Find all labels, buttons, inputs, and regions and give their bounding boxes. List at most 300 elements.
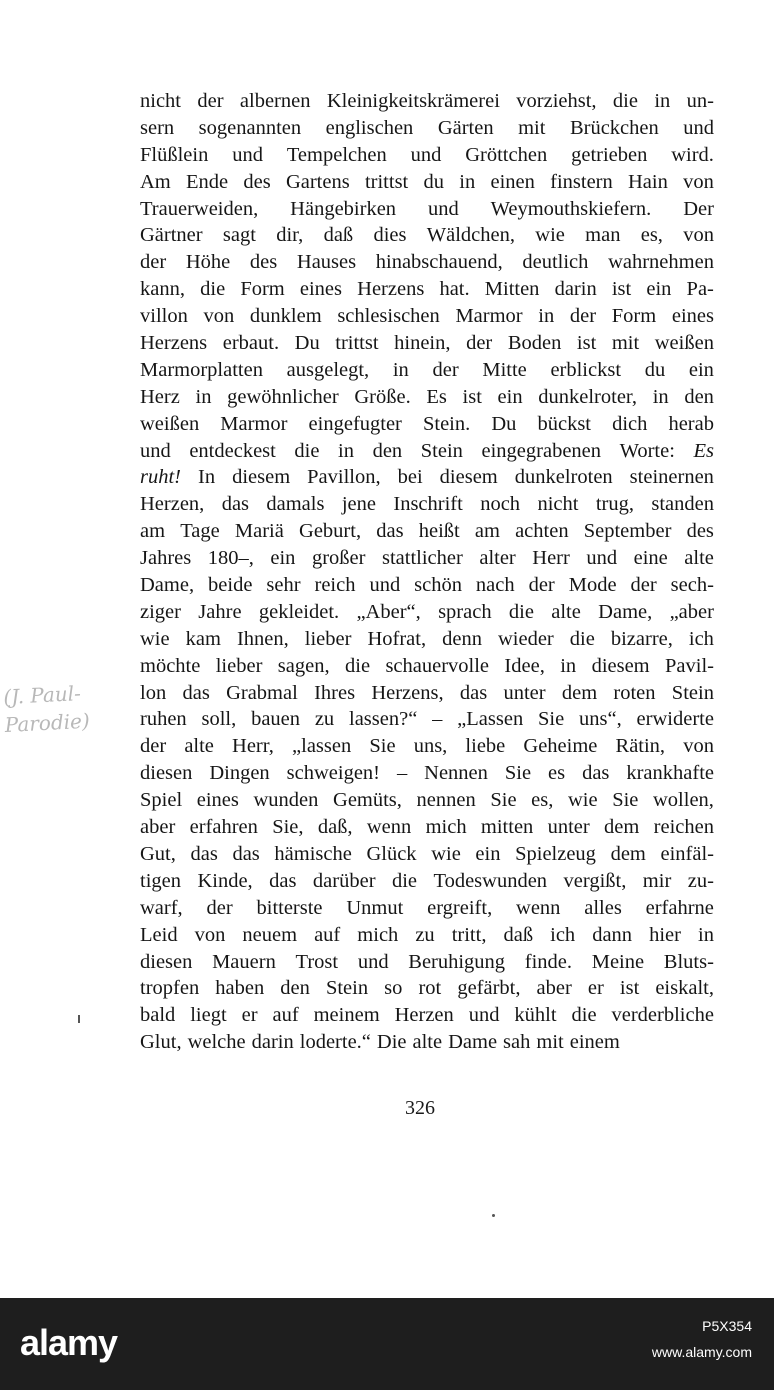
text-line: [140, 626, 714, 653]
word: darin: [554, 278, 597, 301]
word: Mitten: [484, 278, 540, 301]
word: reichen: [653, 816, 714, 839]
word: der: [630, 574, 657, 597]
word: das: [376, 520, 404, 543]
text-line: [140, 518, 714, 545]
text-line: [140, 868, 714, 895]
word: Bluts-: [663, 950, 714, 973]
word: sprach: [438, 600, 492, 623]
word: Es: [426, 385, 447, 408]
word: Mitte: [482, 358, 527, 381]
word: aber: [140, 816, 176, 839]
word: auf: [272, 1004, 299, 1027]
word: des: [249, 251, 278, 274]
word: von: [683, 170, 714, 193]
text-line: [140, 922, 714, 949]
word: gekleidet.: [258, 600, 340, 623]
word: großer: [311, 547, 366, 570]
word: Pa-: [686, 278, 714, 301]
word: Rätin,: [615, 735, 666, 758]
word: schauervolle: [385, 654, 490, 677]
text-line: [140, 411, 714, 438]
word: liegt: [190, 1004, 227, 1027]
word: „Lassen: [457, 708, 524, 731]
word: gewöhnlicher: [227, 385, 339, 408]
word: von: [203, 305, 235, 328]
word: Herzen: [394, 1004, 454, 1027]
word: ein: [688, 358, 714, 381]
word: erwiderte: [636, 708, 714, 731]
word: Idee,: [504, 654, 545, 677]
text-line: [140, 222, 714, 249]
text-line: [140, 599, 714, 626]
word: Trauerweiden,: [140, 197, 259, 220]
word: das: [221, 493, 250, 516]
word: Pavil-: [665, 654, 714, 677]
word: von: [683, 224, 714, 247]
word: und: [586, 547, 618, 570]
word: diesem: [439, 466, 498, 489]
word: Sie: [369, 735, 396, 758]
word: krankhafte: [626, 762, 714, 785]
word: Stein: [325, 977, 369, 1000]
word: das: [190, 842, 218, 865]
text-line: [140, 142, 714, 169]
word: wahrnehmen: [608, 251, 714, 274]
word: trittst: [364, 170, 409, 193]
word: eiskalt,: [655, 977, 714, 1000]
word: alte: [184, 735, 214, 758]
text-line: [140, 88, 714, 115]
word: und: [140, 439, 171, 462]
word: eines: [671, 305, 714, 328]
word: dir,: [276, 224, 304, 247]
text-line: [140, 330, 714, 357]
word: Wäldchen,: [426, 224, 515, 247]
word: stattlicher: [381, 547, 463, 570]
word: und: [369, 574, 401, 597]
word: den: [684, 385, 714, 408]
word: wieder: [497, 627, 554, 650]
word: so: [384, 977, 403, 1000]
word: in: [459, 170, 476, 193]
text-line: [140, 572, 714, 599]
word: achten: [515, 520, 569, 543]
word: Du: [491, 412, 517, 435]
page-number: 326: [405, 1097, 435, 1119]
word: mit: [536, 1031, 564, 1054]
word: eines: [196, 789, 239, 812]
text-line: [140, 1029, 714, 1056]
word: diesem: [591, 654, 650, 677]
word: das: [182, 681, 210, 704]
margin-annotation: [3, 677, 124, 739]
word: haben: [215, 977, 265, 1000]
text-line: [140, 653, 714, 680]
word: auf: [314, 923, 341, 946]
word: Stein: [420, 439, 463, 462]
word: „Aber“,: [356, 600, 421, 623]
word: erfahrne: [645, 896, 714, 919]
word: den: [280, 977, 310, 1000]
word: das: [459, 681, 488, 704]
site-url: www.alamy.com: [651, 1344, 752, 1360]
word: steinernen: [629, 466, 714, 489]
word: schlesischen: [337, 305, 440, 328]
word: Glück: [366, 842, 417, 865]
word: in: [338, 439, 354, 462]
text-line: [140, 814, 714, 841]
word: alte: [551, 600, 581, 623]
word: in: [195, 385, 212, 408]
word: kann,: [140, 278, 185, 301]
word: ziger: [140, 600, 181, 623]
word: hämische: [274, 842, 352, 865]
word: diesem: [232, 466, 291, 489]
word: Ihnen,: [236, 627, 289, 650]
word: von: [194, 923, 226, 946]
word: dann: [592, 923, 633, 946]
word: Dingen: [209, 762, 270, 785]
word: die: [200, 278, 226, 301]
word: trittst: [335, 332, 379, 355]
word: Spiel: [140, 789, 183, 812]
word: Höhe: [185, 251, 231, 274]
word: Gartens: [285, 170, 350, 193]
word: und: [232, 143, 263, 166]
word: in: [654, 90, 671, 112]
word: Inschrift: [393, 493, 463, 516]
word: –: [432, 708, 443, 731]
word: alte: [684, 547, 714, 570]
word: Nennen: [424, 762, 488, 785]
word: Form: [611, 305, 657, 328]
word: Boden: [507, 332, 562, 355]
word: du: [644, 358, 666, 381]
text-line: [140, 706, 714, 733]
word: und: [357, 950, 389, 973]
word: wird.: [671, 143, 714, 166]
word: weißen: [140, 412, 200, 435]
word: liebe: [465, 735, 506, 758]
word: Am: [140, 170, 171, 193]
word: verderbliche: [611, 1004, 714, 1027]
word: in: [652, 385, 669, 408]
word: ist: [576, 332, 597, 355]
word: Pavillon,: [307, 466, 381, 489]
word: uns,: [413, 735, 448, 758]
word: vorziehst,: [516, 90, 597, 112]
word: eines: [299, 278, 343, 301]
word: ich: [550, 923, 576, 946]
word: Dame: [448, 1031, 498, 1054]
word: albernen: [239, 90, 311, 112]
text-line: [140, 169, 714, 196]
word: Meine: [591, 950, 645, 973]
word: der: [140, 735, 167, 758]
word: wenn: [366, 816, 412, 839]
word: ein: [497, 385, 523, 408]
word: welche: [187, 1031, 246, 1054]
text-line: [140, 303, 714, 330]
word: lassen?“: [349, 708, 418, 731]
body-text: [140, 88, 714, 1056]
word: wollen,: [653, 789, 714, 812]
word: wie: [431, 842, 461, 865]
word: loderte.“: [299, 1031, 371, 1054]
word: dies: [373, 224, 407, 247]
word: dunkelroten: [514, 466, 613, 489]
text-line: [140, 276, 714, 303]
word: Marmor: [220, 412, 288, 435]
word: Die: [376, 1031, 407, 1054]
word: jene: [341, 493, 376, 516]
word: bei: [397, 466, 423, 489]
word: mit: [611, 332, 640, 355]
word: Unmut: [346, 896, 404, 919]
word: eingefugter: [308, 412, 402, 435]
word: Mauern: [212, 950, 276, 973]
word: Herzens: [357, 278, 425, 301]
word: warf,: [140, 896, 183, 919]
word: du: [423, 170, 445, 193]
word: Kleinigkeitskrämerei: [326, 90, 500, 112]
word: und: [410, 143, 442, 166]
word: Sie,: [272, 816, 304, 839]
word: villon: [140, 305, 188, 328]
word: Tage: [180, 520, 220, 543]
word: darüber: [312, 869, 376, 892]
word: der: [140, 251, 167, 274]
word: bückst: [537, 412, 591, 435]
word: es: [548, 762, 566, 785]
word: dem: [610, 842, 646, 865]
word: Gärten: [437, 116, 494, 139]
word: sagen,: [277, 654, 330, 677]
word: des: [243, 170, 271, 193]
word: wenn: [516, 896, 561, 919]
word: ist: [611, 278, 632, 301]
text-line: [140, 949, 714, 976]
word: Sie: [612, 789, 639, 812]
word: der: [466, 332, 493, 355]
word: wie: [535, 224, 565, 247]
word: daß: [323, 224, 354, 247]
word: zu: [314, 708, 335, 731]
word: noch: [480, 493, 521, 516]
word: rot: [418, 977, 442, 1000]
word: in: [392, 358, 409, 381]
word: denn: [442, 627, 482, 650]
word: das: [232, 842, 260, 865]
word: ruhen: [140, 708, 187, 731]
word: ausgelegt,: [286, 358, 370, 381]
word: er: [241, 1004, 258, 1027]
word: „aber: [669, 600, 714, 623]
word: neuem: [242, 923, 298, 946]
text-line: [140, 438, 714, 465]
word: Brückchen: [569, 116, 659, 139]
text-line: [140, 249, 714, 276]
word: Ende: [186, 170, 229, 193]
word: lieber: [304, 627, 352, 650]
word: Gut,: [140, 842, 176, 865]
text-line: [140, 680, 714, 707]
word: daß: [503, 923, 534, 946]
word: in: [560, 654, 577, 677]
word: Du: [294, 332, 320, 355]
word: es,: [640, 224, 663, 247]
word: Sie: [504, 762, 532, 785]
word: ist: [462, 385, 482, 408]
word: standen: [651, 493, 714, 516]
word: mich: [357, 923, 399, 946]
word: sagt: [222, 224, 256, 247]
word: sogenannten: [198, 116, 302, 139]
word: von: [683, 735, 714, 758]
word: bitterste: [256, 896, 323, 919]
word: Stein: [671, 681, 714, 704]
word: –: [396, 762, 408, 785]
word: vergißt,: [563, 869, 627, 892]
word: nicht: [140, 90, 181, 112]
word: getrieben: [571, 143, 648, 166]
word: reich: [314, 574, 356, 597]
word: die: [391, 869, 418, 892]
word: kam: [185, 627, 221, 650]
text-line: [140, 196, 714, 223]
text-line: [140, 975, 714, 1002]
word: Glut,: [140, 1031, 182, 1054]
word: dem: [604, 816, 640, 839]
word: diesen: [140, 762, 193, 785]
word: die: [345, 654, 371, 677]
word: die: [571, 1004, 597, 1027]
word: ergreift,: [427, 896, 493, 919]
word: Jahre: [198, 600, 242, 623]
word: entdeckest: [189, 439, 276, 462]
word: bizarre,: [610, 627, 673, 650]
word: Herzens: [140, 332, 208, 355]
word: Größe.: [354, 385, 411, 408]
word: Leid: [140, 923, 178, 946]
word: ein: [646, 278, 672, 301]
word: möchte: [140, 654, 201, 677]
word: meinem: [313, 1004, 380, 1027]
word: er: [587, 977, 604, 1000]
word: Kinde,: [197, 869, 253, 892]
text-line: [140, 384, 714, 411]
word: Es: [693, 439, 714, 462]
word: alter: [479, 547, 516, 570]
word: wunden: [253, 789, 319, 812]
word: das: [582, 762, 610, 785]
word: der: [197, 90, 224, 112]
word: einfäl-: [660, 842, 714, 865]
text-line: [140, 1002, 714, 1029]
word: bauen: [251, 708, 301, 731]
word: ein: [475, 842, 501, 865]
word: sehr: [266, 574, 301, 597]
word: in: [538, 305, 555, 328]
word: alte: [412, 1031, 443, 1054]
word: sern: [140, 116, 175, 139]
word: mir: [642, 869, 672, 892]
text-line: [140, 733, 714, 760]
word: Herzen,: [140, 493, 205, 516]
word: Herr,: [232, 735, 274, 758]
word: hat.: [439, 278, 470, 301]
word: Flüßlein: [140, 143, 209, 166]
word: Mode: [568, 574, 617, 597]
word: und: [427, 197, 459, 220]
text-line: [140, 491, 714, 518]
word: hinein,: [394, 332, 451, 355]
word: tigen: [140, 869, 181, 892]
word: englischen: [325, 116, 414, 139]
word: schön: [414, 574, 462, 597]
word: tritt,: [451, 923, 487, 946]
word: das: [269, 869, 297, 892]
margin-annotation-line: (J. Paul-: [2, 681, 82, 710]
word: diesen: [140, 950, 193, 973]
word: Geburt,: [299, 520, 362, 543]
word: Stein.: [422, 412, 471, 435]
word: Hofrat,: [367, 627, 427, 650]
word: mitten: [480, 816, 534, 839]
word: Hängebirken: [290, 197, 397, 220]
word: tropfen: [140, 977, 200, 1000]
word: dunkelroter,: [538, 385, 638, 408]
word: hinabschauend,: [375, 251, 503, 274]
word: finde.: [524, 950, 573, 973]
word: Gröttchen: [465, 143, 548, 166]
text-line: [140, 787, 714, 814]
word: kühlt: [514, 1004, 557, 1027]
word: des: [686, 520, 714, 543]
word: die: [612, 90, 638, 112]
word: und: [683, 116, 714, 139]
word: mich: [425, 816, 467, 839]
word: Gemüts,: [333, 789, 402, 812]
word: ist: [619, 977, 640, 1000]
word: Herr: [532, 547, 570, 570]
word: dunklem: [249, 305, 322, 328]
word: am: [140, 520, 166, 543]
word: dich: [612, 412, 648, 435]
word: roten: [613, 681, 656, 704]
word: der: [528, 574, 555, 597]
brand-logo: alamy: [20, 1322, 118, 1363]
margin-annotation-line: Parodie): [4, 708, 91, 738]
word: lieber: [215, 654, 263, 677]
word: „lassen: [292, 735, 352, 758]
word: lon: [140, 681, 167, 704]
word: Marmorplatten: [140, 358, 263, 381]
word: den: [372, 439, 403, 462]
word: Trost: [295, 950, 339, 973]
word: eine: [633, 547, 668, 570]
word: am: [474, 520, 500, 543]
word: heißt: [418, 520, 460, 543]
watermark-footer: [0, 1298, 774, 1390]
word: wie: [140, 627, 170, 650]
word: zu-: [687, 869, 714, 892]
word: sah: [503, 1031, 531, 1054]
word: herab: [668, 412, 714, 435]
word: Mariä: [234, 520, 284, 543]
word: man: [585, 224, 621, 247]
